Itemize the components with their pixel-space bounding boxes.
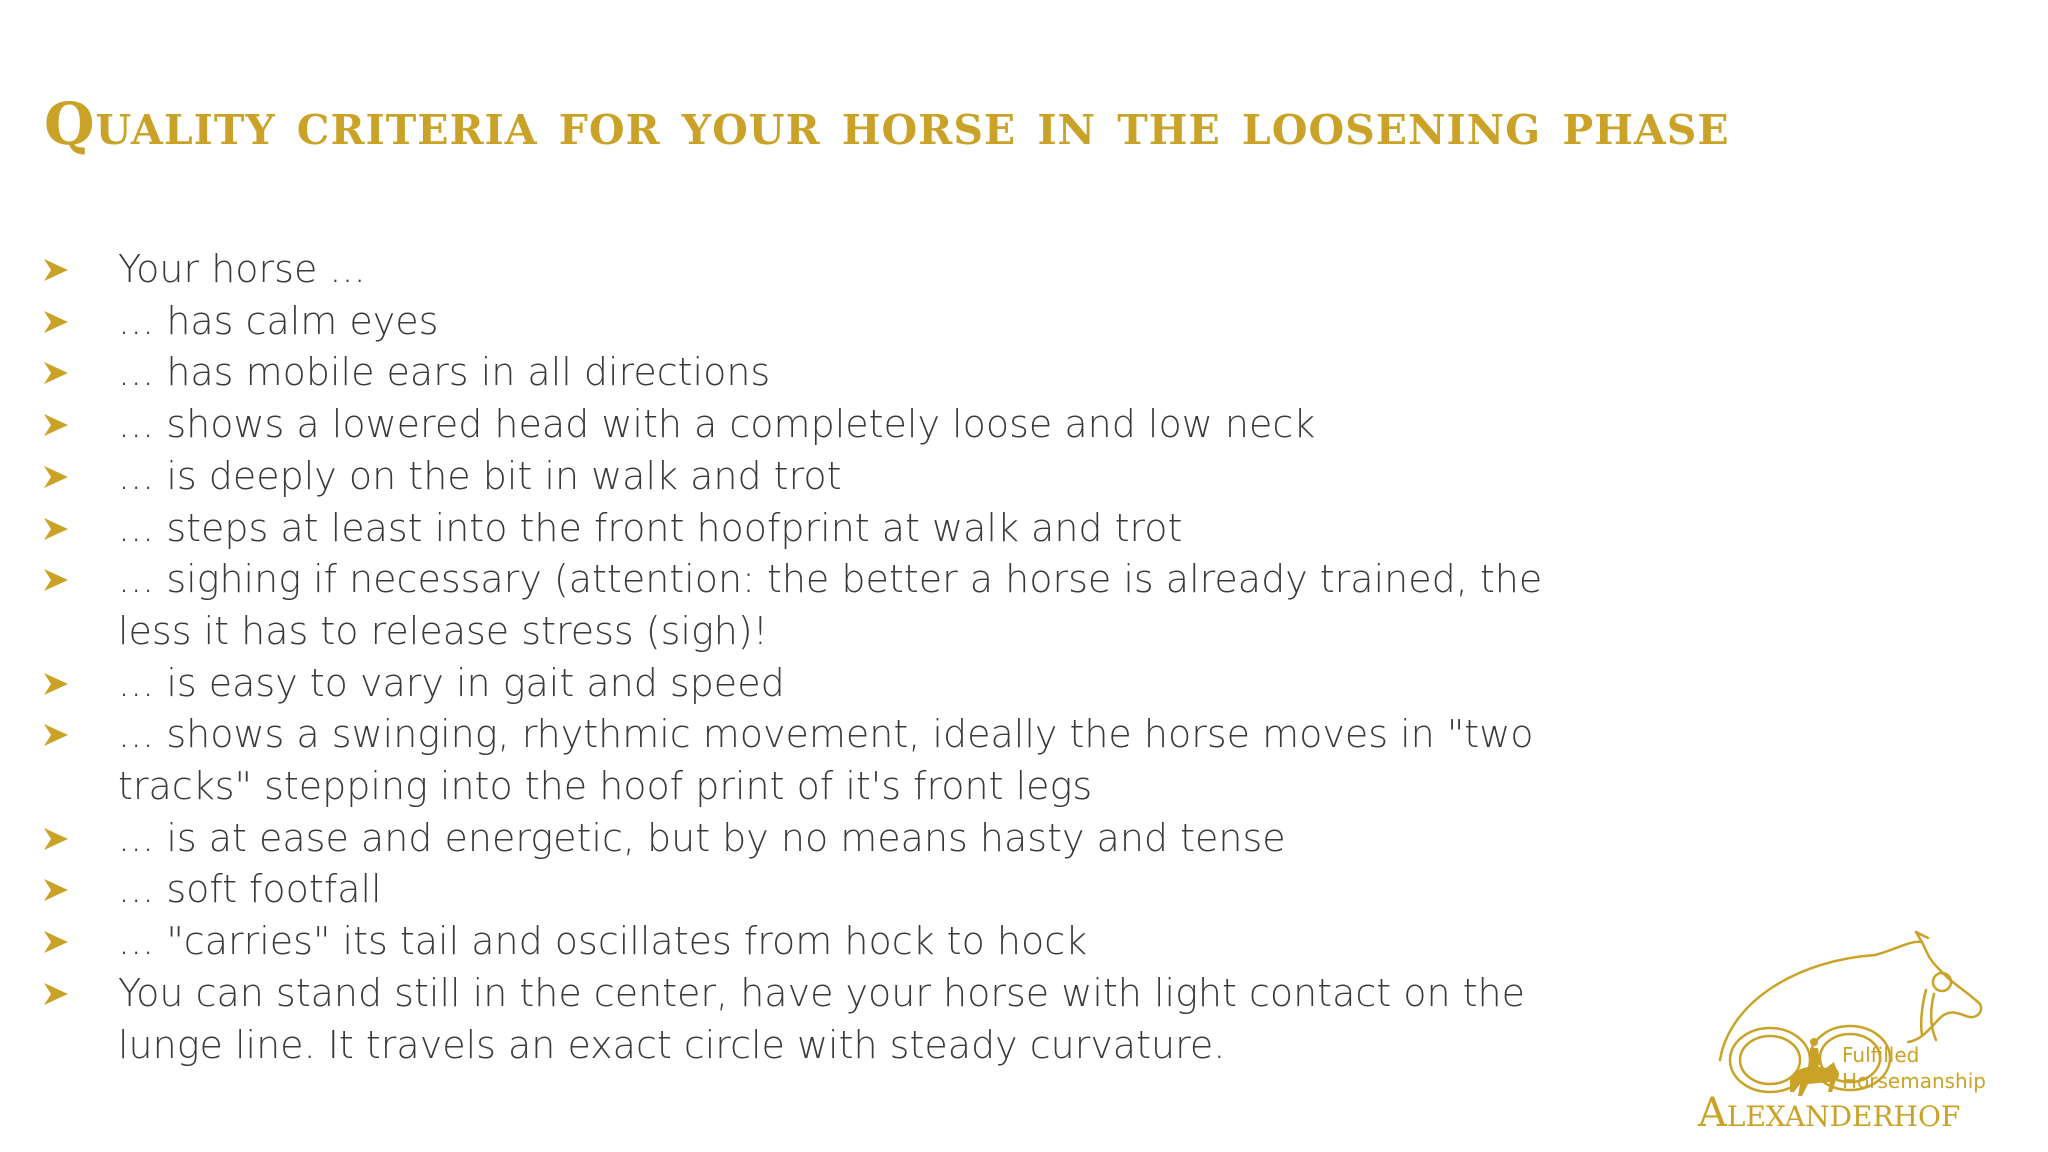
arrowhead-bullet-icon <box>44 569 68 591</box>
criteria-list <box>40 244 1600 1071</box>
criterion-text: ... has calm eyes <box>118 298 439 343</box>
arrowhead-bullet-icon <box>44 518 68 540</box>
list-item <box>40 347 1600 399</box>
arrowhead-bullet-icon <box>44 879 68 901</box>
list-item <box>40 244 1600 296</box>
list-item <box>40 296 1600 348</box>
list-item <box>40 968 1600 1071</box>
logo-line-1: Fulfilled <box>1842 1043 1920 1067</box>
arrowhead-bullet-icon <box>44 724 68 746</box>
criterion-text: ... shows a lowered head with a completely loose and low neck <box>118 402 1316 447</box>
list-item <box>40 554 1600 657</box>
criterion-text: ... steps at least into the front hoofprint at walk and trot <box>118 505 1183 550</box>
list-item <box>40 658 1600 710</box>
arrowhead-bullet-icon <box>44 311 68 333</box>
criterion-text: ... sighing if necessary (attention: the better a horse is already trained, the less it has to release stress (sigh)! <box>118 557 1543 653</box>
arrowhead-bullet-icon <box>44 931 68 953</box>
criterion-text: ... "carries" its tail and oscillates from hock to hock <box>118 919 1088 964</box>
criterion-text: You can stand still in the center, have your horse with light contact on the lunge line. It travels an exact circle with steady curvature. <box>118 970 1526 1067</box>
arrowhead-bullet-icon <box>44 414 68 436</box>
arrowhead-bullet-icon <box>44 259 68 281</box>
criterion-text: ... shows a swinging, rhythmic movement, ideally the horse moves in "two tracks" stepping into the hoof print of it's front legs <box>118 712 1534 809</box>
list-item <box>40 916 1600 968</box>
list-item <box>40 451 1600 503</box>
arrowhead-bullet-icon <box>44 466 68 488</box>
page-title: Quality criteria for your horse in the loosening phase <box>44 90 1730 158</box>
logo-name: Alexanderhof <box>1698 1090 1961 1136</box>
logo-line-2: Horsemanship <box>1842 1069 1986 1093</box>
arrowhead-bullet-icon <box>44 362 68 384</box>
criterion-text: ... is easy to vary in gait and speed <box>118 660 785 705</box>
arrowhead-bullet-icon <box>44 983 68 1005</box>
arrowhead-bullet-icon <box>44 828 68 850</box>
list-item <box>40 813 1600 865</box>
logo-subtitle <box>1842 1042 1986 1094</box>
criterion-text: ... soft footfall <box>118 867 382 912</box>
criterion-text: Your horse ... <box>118 247 366 291</box>
list-item <box>40 709 1600 812</box>
list-item <box>40 503 1600 555</box>
criterion-text: ... has mobile ears in all directions <box>118 350 771 395</box>
criterion-text: ... is deeply on the bit in walk and trot <box>118 453 842 498</box>
criterion-text: ... is at ease and energetic, but by no means hasty and tense <box>118 815 1286 860</box>
arrowhead-bullet-icon <box>44 673 68 695</box>
list-item <box>40 399 1600 451</box>
list-item <box>40 864 1600 916</box>
